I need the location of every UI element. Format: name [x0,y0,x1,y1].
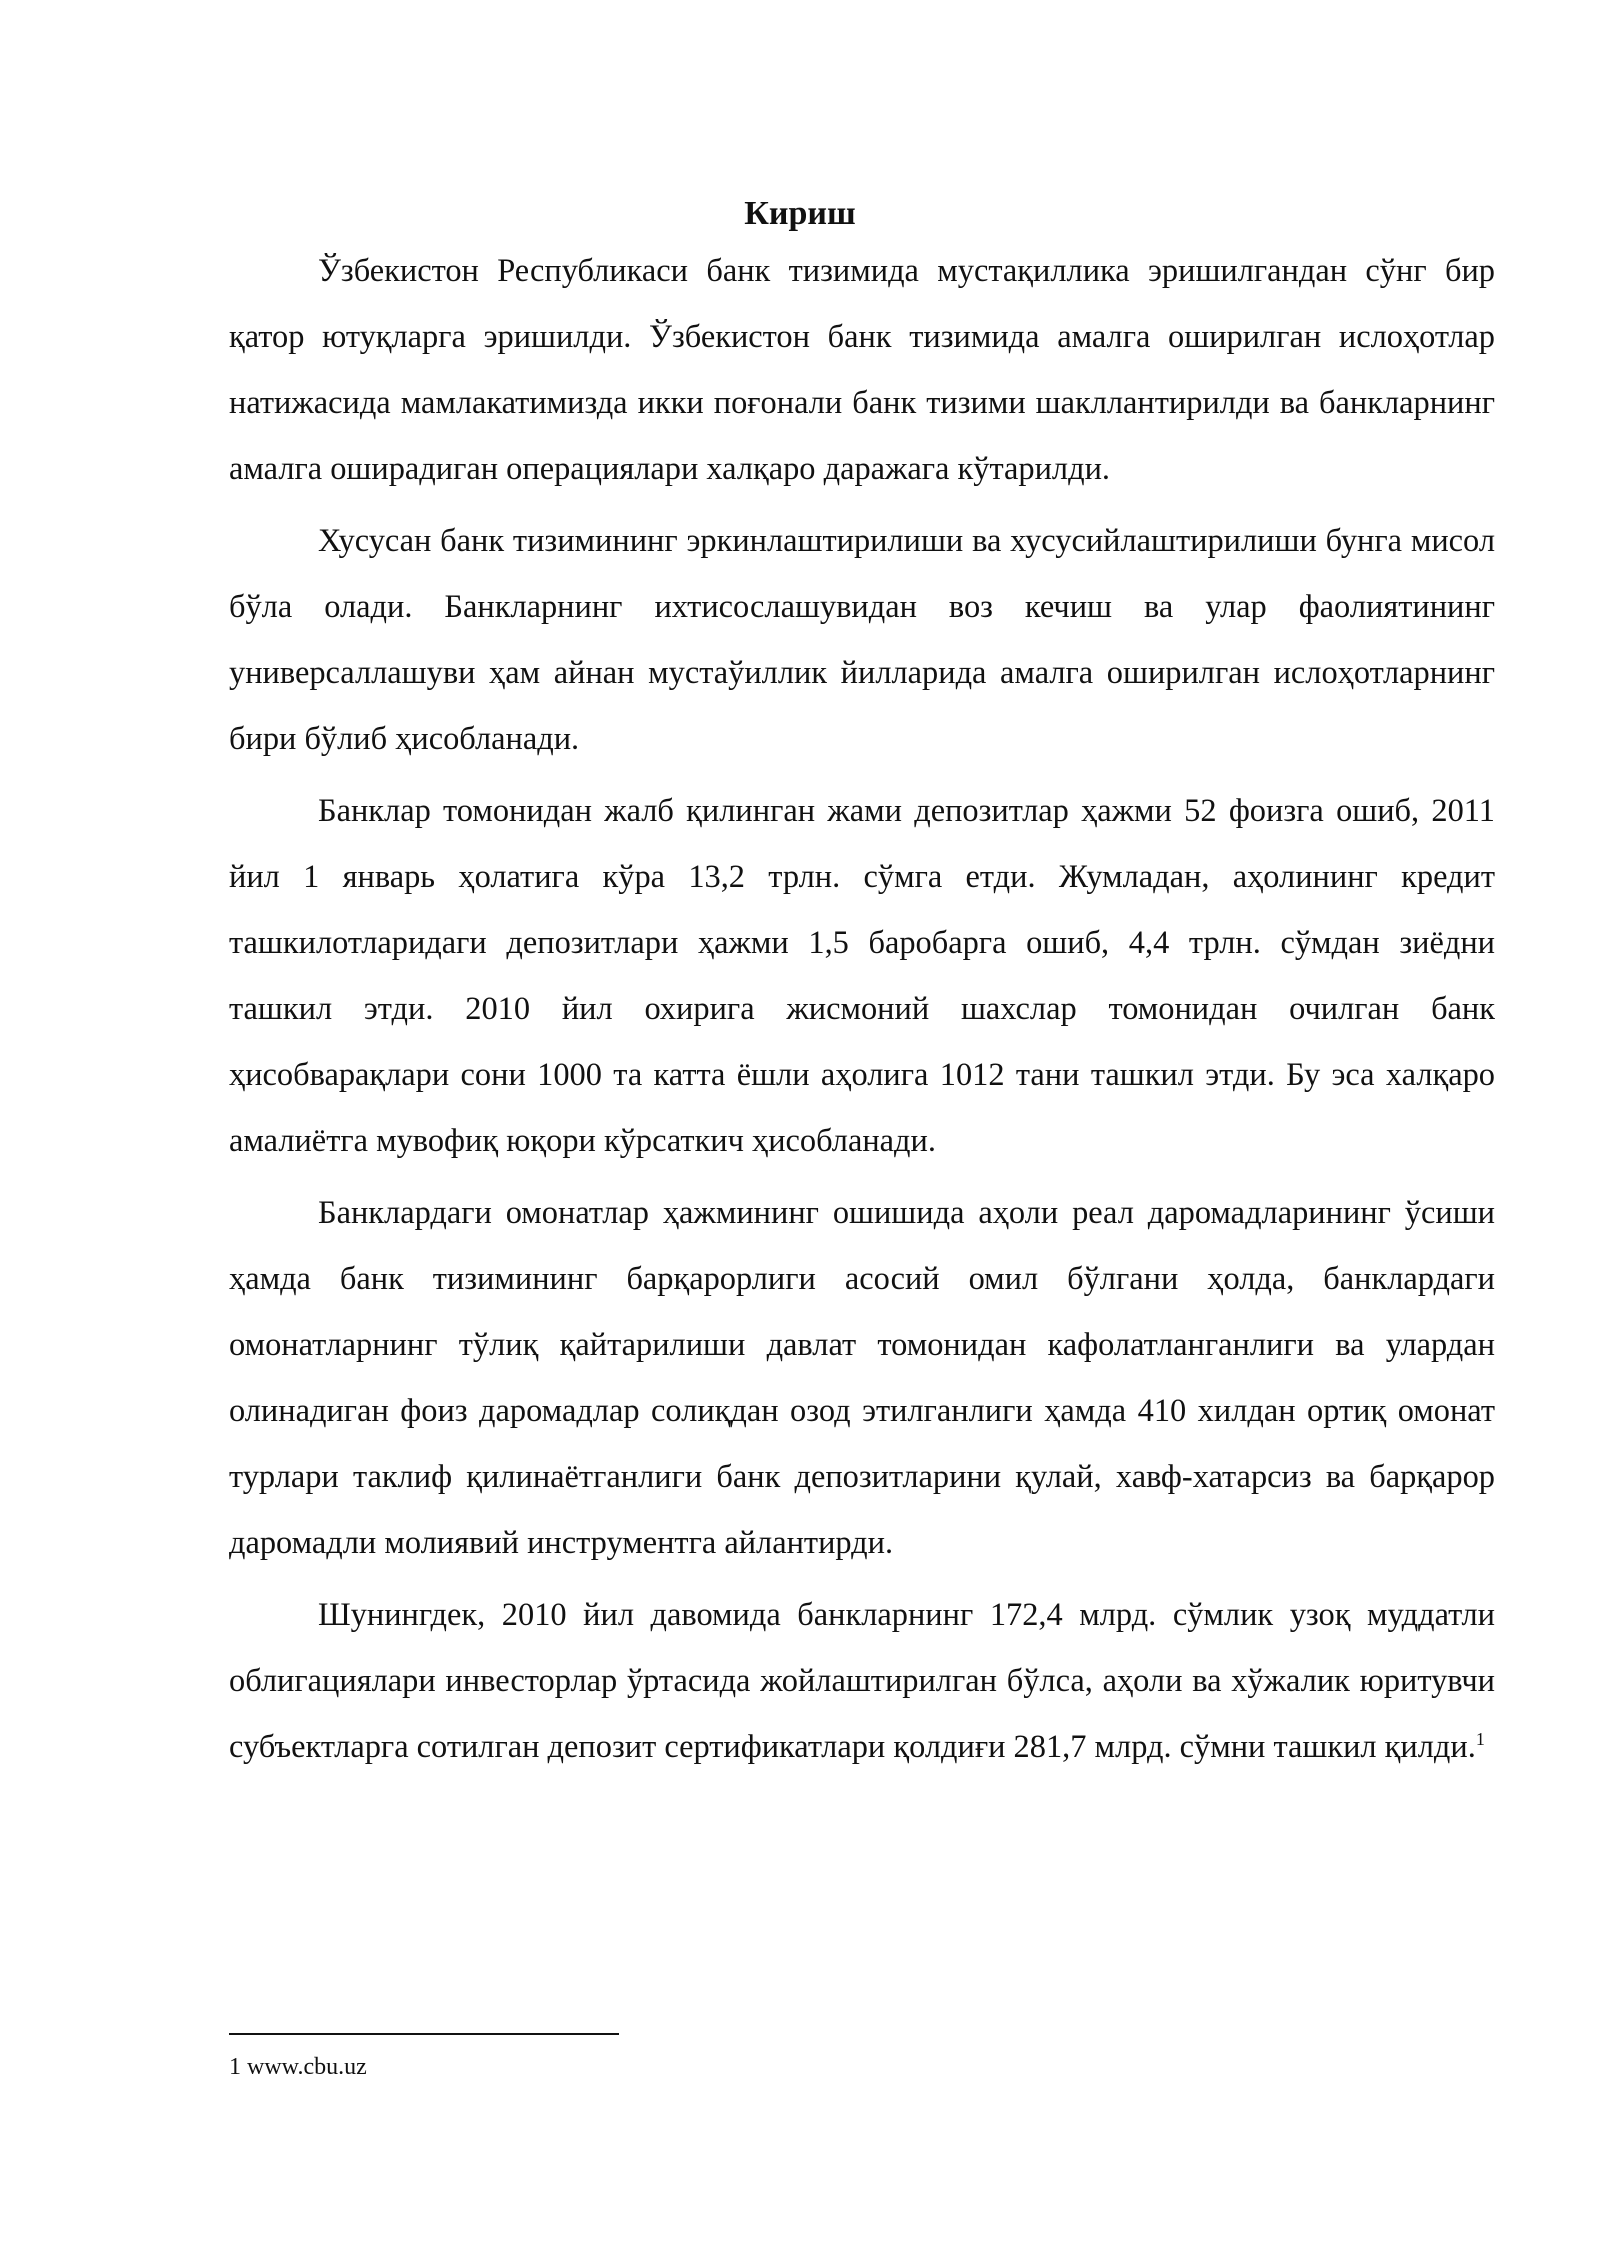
paragraph: Банклар томонидан жалб қилинган жами депозитлар ҳажми 52 фоизга ошиб, 2011 йил 1 январь ҳолатига кўра 13,2 трлн. сўмга етди. Жумладан, аҳолининг кредит ташкилотларидаги депозитлари ҳажми 1,5 баробарга ошиб, 4,4 трлн. сўмдан зиёдни ташкил этди. 2010 йил охирига жисмоний шахслар томонидан очилган банк ҳисобварақлари сони 1000 та катта ёшли аҳолига 1012 тани ташкил этди. Бу эса халқаро амалиётга мувофиқ юқори кўрсаткич ҳисобланади. [229,793,1495,1159]
footnote-reference: 1 [1475,1729,1485,1750]
footnote-divider [229,2033,619,2035]
paragraph-text: Шунингдек, 2010 йил давомида банкларнинг 172,4 млрд. сўмлик узоқ муддатли облигациялари инвесторлар ўртасида жойлаштирилган бўлса, аҳоли ва хўжалик юритувчи субъектларга сотилган депозит сертификатлари қолдиғи 281,7 млрд. сўмни ташкил қилди. [229,1597,1495,1765]
paragraph-text: Банклардаги омонатлар ҳажмининг ошишида аҳоли реал даромадларининг ўсиши ҳамда банк тизимининг барқарорлиги асосий омил бўлгани ҳолда, банклардаги омонатларнинг тўлиқ қайтарилиши давлат томонидан кафолатланганлиги ва улардан олинадиган фоиз даромадлар солиқдан озод этилганлиги ҳамда 410 хилдан ортиқ омонат турлари таклиф қилинаётганлиги банк депозитларини қулай, хавф-хатарсиз ва барқарор даромадли молиявий инструментга айлантирди. [229,1195,1495,1561]
paragraph: Хусусан банк тизимининг эркинлаштирилиши ва хусусийлаштирилиши бунга мисол бўла олади. Банкларнинг ихтисослашувидан воз кечиш ва улар фаолиятининг универсаллашуви ҳам айнан мустаўиллик йилларида амалга оширилган ислоҳотларнинг бири бўлиб ҳисобланади. [229,523,1495,757]
body-text [229,238,1495,1780]
paragraph [229,1180,1495,1576]
page-title: Кириш [744,195,856,232]
paragraph [229,1582,1495,1780]
paragraph: Ўзбекистон Республикаси банк тизимида мустақиллика эришилгандан сўнг бир қатор ютуқларга эришилди. Ўзбекистон банк тизимида амалга оширилган ислоҳотлар натижасида мамлакатимизда икки поғонали банк тизими шакллантирилди ва банкларнинг амалга оширадиган операциялари халқаро даражага кўтарилди. [229,253,1495,487]
footnote: 1 www.cbu.uz [229,2054,367,2080]
